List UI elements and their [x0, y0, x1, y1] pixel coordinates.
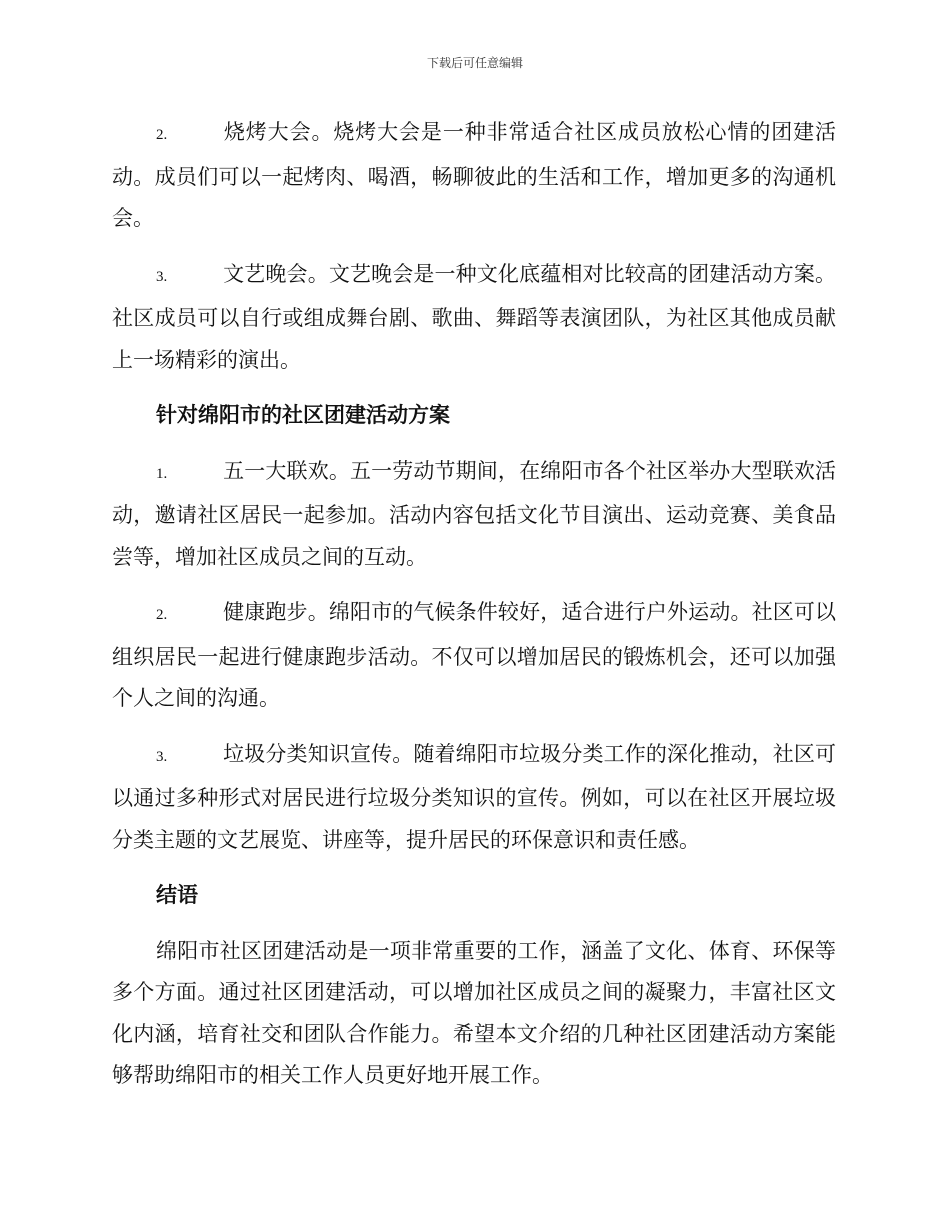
list-item — [112, 112, 836, 240]
list-item-number: 2. — [156, 127, 168, 143]
list-item-number: 1. — [156, 465, 168, 482]
section-heading: 针对绵阳市的社区团建活动方案 — [156, 403, 450, 427]
list-item — [112, 592, 836, 720]
list-item-text: 健康跑步。绵阳市的气候条件较好，适合进行户外运动。社区可以组织居民一起进行健康跑步活动。不仅可以增加居民的锻炼机会，还可以加强个人之间的沟通。 — [112, 600, 836, 710]
list-item-text: 烧烤大会。烧烤大会是一种非常适合社区成员放松心情的团建活动。成员们可以一起烤肉、喝酒，畅聊彼此的生活和工作，增加更多的沟通机会。 — [112, 120, 836, 230]
conclusion-paragraph: 绵阳市社区团建活动是一项非常重要的工作，涵盖了文化、体育、环保等多个方面。通过社区团建活动，可以增加社区成员之间的凝聚力，丰富社区文化内涵，培育社交和团队合作能力。希望本文介绍的几种社区团建活动方案能够帮助绵阳市的相关工作人员更好地开展工作。 — [112, 938, 836, 1087]
list-item-text: 五一大联欢。五一劳动节期间，在绵阳市各个社区举办大型联欢活动，邀请社区居民一起参加。活动内容包括文化节目演出、运动竞赛、美食品尝等，增加社区成员之间的互动。 — [112, 458, 836, 569]
list-item-text: 垃圾分类知识宣传。随着绵阳市垃圾分类工作的深化推动，社区可以通过多种形式对居民进行垃圾分类知识的宣传。例如，可以在社区开展垃圾分类主题的文艺展览、讲座等，提升居民的环保意识和责任感。 — [112, 741, 836, 852]
list-item-number: 2. — [156, 607, 168, 623]
list-item-number: 3. — [156, 748, 168, 765]
list-item-text: 文艺晚会。文艺晚会是一种文化底蕴相对比较高的团建活动方案。社区成员可以自行或组成舞台剧、歌曲、舞蹈等表演团队，为社区其他成员献上一场精彩的演出。 — [112, 261, 836, 372]
list-item — [112, 254, 836, 382]
document-body — [112, 112, 836, 1097]
list-item — [112, 451, 836, 579]
conclusion-heading: 结语 — [156, 883, 198, 907]
list-item — [112, 734, 836, 862]
list-item-number: 3. — [156, 268, 168, 285]
page-header: 下载后可任意编辑 — [426, 56, 523, 70]
